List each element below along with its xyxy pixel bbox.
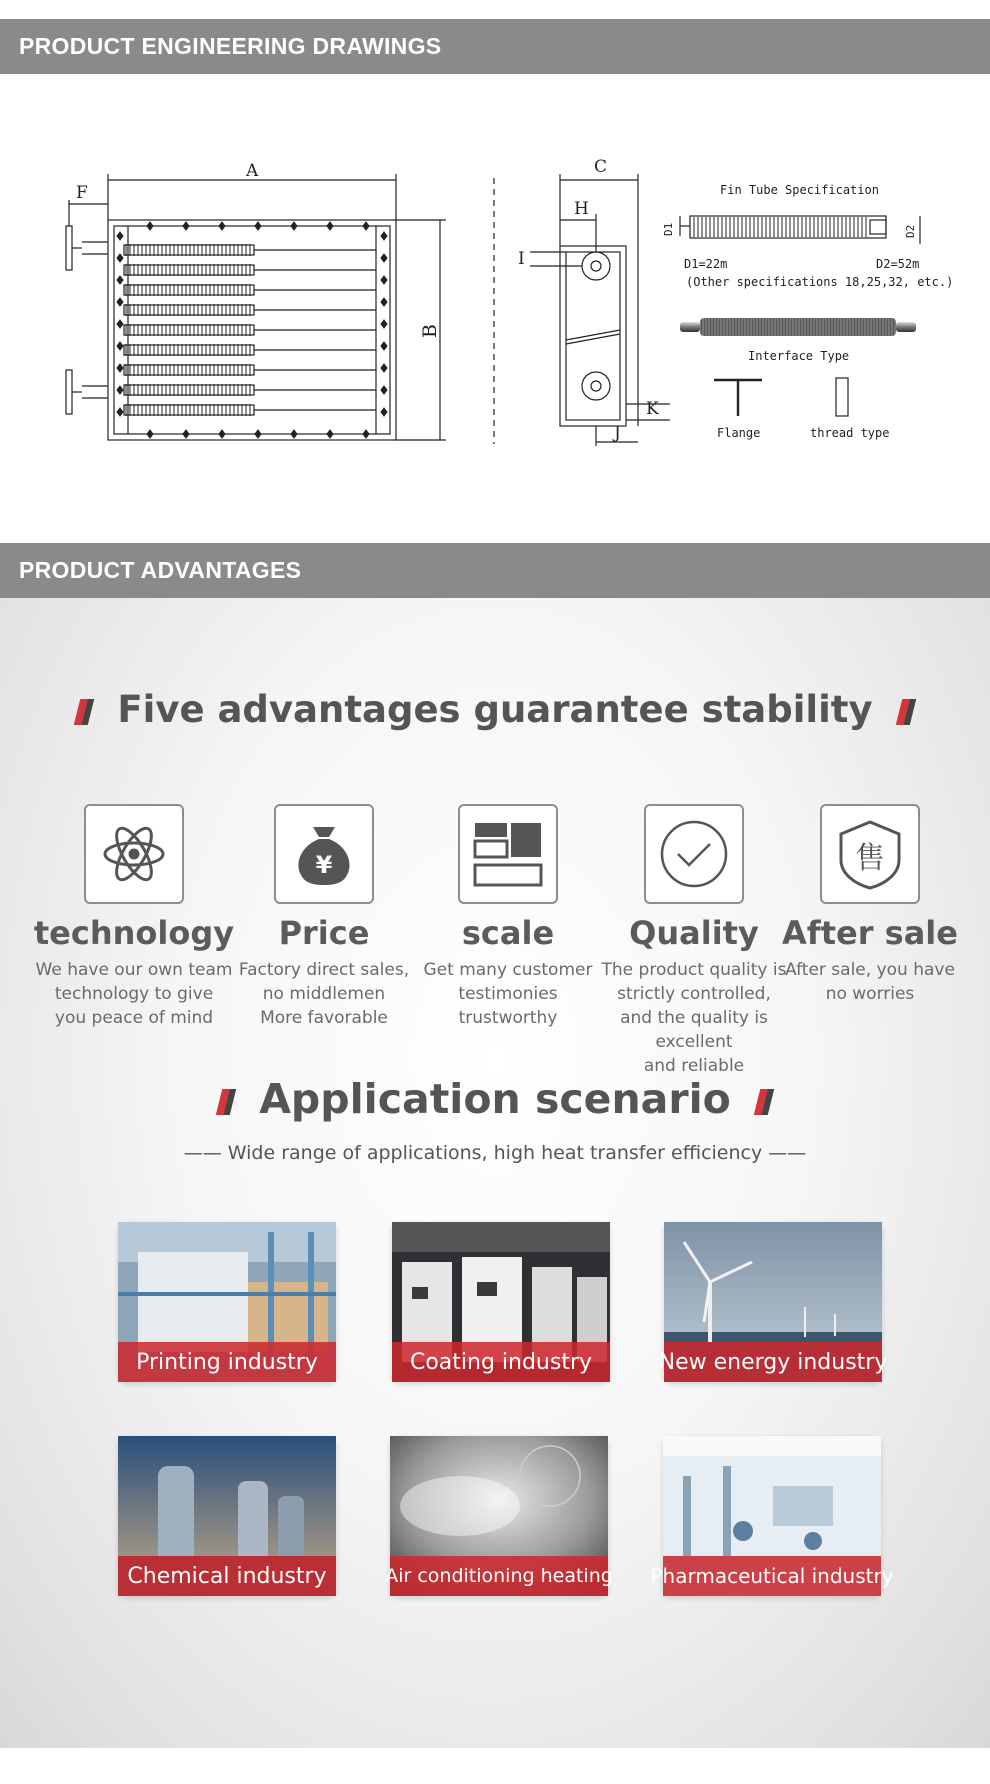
shield-sale-icon xyxy=(820,804,920,904)
accent-mark-icon xyxy=(754,1089,774,1115)
advantage-technology xyxy=(28,804,240,1030)
bolt-marker xyxy=(147,222,153,230)
bolt-marker xyxy=(291,222,297,230)
bolt-marker xyxy=(117,386,123,394)
advantage-desc-line: no worries xyxy=(825,984,915,1004)
flange-label: Flange xyxy=(717,426,761,440)
advantage-after-sale xyxy=(776,804,964,1006)
application-card-pharmaceutical[interactable] xyxy=(650,1436,894,1596)
dim-j-label: J xyxy=(614,423,621,443)
engineering-drawing-svg xyxy=(0,74,990,543)
bolt-marker xyxy=(363,430,369,438)
bolt-marker xyxy=(183,430,189,438)
advantage-desc-line: no middlemen xyxy=(262,984,386,1004)
application-label: Printing industry xyxy=(118,1342,336,1382)
bolt-marker xyxy=(381,276,387,284)
layout-icon xyxy=(458,804,558,904)
bottom-strip xyxy=(0,1748,990,1784)
dim-c-label: C xyxy=(594,157,608,177)
advantage-desc-line: strictly controlled, xyxy=(617,984,771,1004)
application-subtitle: —— Wide range of applications, high heat transfer efficiency —— xyxy=(183,1142,807,1164)
bolt-marker xyxy=(117,342,123,350)
dim-a-label: A xyxy=(246,161,259,181)
bolt-marker xyxy=(381,298,387,306)
sale-glyph: 售 xyxy=(855,841,885,876)
application-card-new-energy[interactable] xyxy=(658,1222,888,1382)
d2-value: D2=52m xyxy=(876,257,920,271)
advantage-name: technology xyxy=(33,914,235,952)
advantages-heading xyxy=(0,688,990,731)
section-bar-drawings xyxy=(0,19,990,74)
section-bar-title: PRODUCT ENGINEERING DRAWINGS xyxy=(19,33,442,59)
advantage-price xyxy=(218,804,430,1030)
advantage-quality xyxy=(582,804,806,1078)
bolt-marker xyxy=(117,298,123,306)
bolt-marker xyxy=(381,408,387,416)
bolt-marker xyxy=(381,386,387,394)
bolt-marker xyxy=(219,430,225,438)
interface-title: Interface Type xyxy=(748,349,850,363)
bolt-marker xyxy=(327,222,333,230)
money-bag-icon xyxy=(274,804,374,904)
advantage-name: After sale xyxy=(782,914,958,952)
application-heading xyxy=(0,1075,990,1123)
application-label: Pharmaceutical industry xyxy=(663,1556,881,1596)
advantage-desc-line: The product quality is xyxy=(601,960,787,980)
accent-mark-icon xyxy=(74,699,94,725)
dim-f-label: F xyxy=(76,183,88,203)
d1-value: D1=22m xyxy=(684,257,728,271)
bolt-marker xyxy=(255,430,261,438)
other-specs: (Other specifications 18,25,32, etc.) xyxy=(686,275,954,289)
application-card-chemical[interactable] xyxy=(118,1436,336,1596)
advantage-name: Price xyxy=(278,914,370,952)
advantages-title-text: Five advantages guarantee stability xyxy=(117,688,873,731)
bolt-marker xyxy=(381,254,387,262)
advantage-desc xyxy=(218,958,430,1030)
advantage-desc-line: After sale, you have xyxy=(785,960,955,980)
application-label: Chemical industry xyxy=(118,1556,336,1596)
advantage-desc-line: We have our own team xyxy=(35,960,233,980)
advantage-desc-line: Get many customer xyxy=(423,960,593,980)
d2-label: D2 xyxy=(904,224,917,238)
application-title-text: Application scenario xyxy=(259,1075,731,1123)
bolt-marker xyxy=(291,430,297,438)
thread-label: thread type xyxy=(810,426,890,440)
atom-icon xyxy=(84,804,184,904)
bolt-marker xyxy=(117,408,123,416)
application-card-air-conditioning[interactable] xyxy=(385,1436,613,1596)
bolt-marker xyxy=(381,364,387,372)
advantage-desc-line: and reliable xyxy=(643,1056,745,1076)
advantage-desc-line: More favorable xyxy=(260,1008,388,1028)
advantage-desc xyxy=(582,958,806,1078)
application-card-coating[interactable] xyxy=(392,1222,610,1382)
application-label: New energy industry xyxy=(664,1342,882,1382)
bolt-marker xyxy=(147,430,153,438)
advantage-desc-line: and the quality is excellent xyxy=(620,1008,768,1052)
bolt-marker xyxy=(117,232,123,240)
bolt-marker xyxy=(117,254,123,262)
accent-mark-icon xyxy=(895,699,915,725)
advantage-name: Quality xyxy=(629,914,759,952)
engineering-drawings xyxy=(0,74,990,543)
d1-label: D1 xyxy=(662,222,675,236)
section-bar-title: PRODUCT ADVANTAGES xyxy=(19,557,302,583)
bolt-marker xyxy=(117,364,123,372)
advantage-desc xyxy=(28,958,240,1030)
yen-glyph: ¥ xyxy=(315,851,333,879)
accent-mark-icon xyxy=(216,1089,236,1115)
advantage-desc xyxy=(776,958,964,1006)
dim-i-label: I xyxy=(518,249,525,269)
application-card-printing[interactable] xyxy=(118,1222,336,1382)
advantage-desc-line: Factory direct sales, xyxy=(238,960,410,980)
fin-tube-title: Fin Tube Specification xyxy=(720,183,879,197)
bolt-marker xyxy=(363,222,369,230)
bolt-marker xyxy=(117,320,123,328)
bolt-marker xyxy=(381,342,387,350)
advantage-name: scale xyxy=(461,914,555,952)
application-label: Coating industry xyxy=(392,1342,610,1382)
section-bar-advantages xyxy=(0,543,990,598)
bolt-marker xyxy=(327,430,333,438)
bolt-marker xyxy=(381,320,387,328)
dim-k-label: K xyxy=(646,399,659,419)
bolt-marker xyxy=(117,276,123,284)
bolt-marker xyxy=(183,222,189,230)
checkmark-icon xyxy=(644,804,744,904)
advantage-desc-line: you peace of mind xyxy=(54,1008,214,1028)
advantage-desc-line: testimonies xyxy=(458,984,558,1004)
advantage-desc-line: trustworthy xyxy=(458,1008,558,1028)
dim-h-label: H xyxy=(574,199,589,219)
dim-b-label: B xyxy=(419,324,441,338)
advantage-desc-line: technology to give xyxy=(54,984,214,1004)
bolt-marker xyxy=(219,222,225,230)
application-label: Air conditioning heating xyxy=(390,1556,608,1596)
bolt-marker xyxy=(255,222,261,230)
bolt-marker xyxy=(381,232,387,240)
